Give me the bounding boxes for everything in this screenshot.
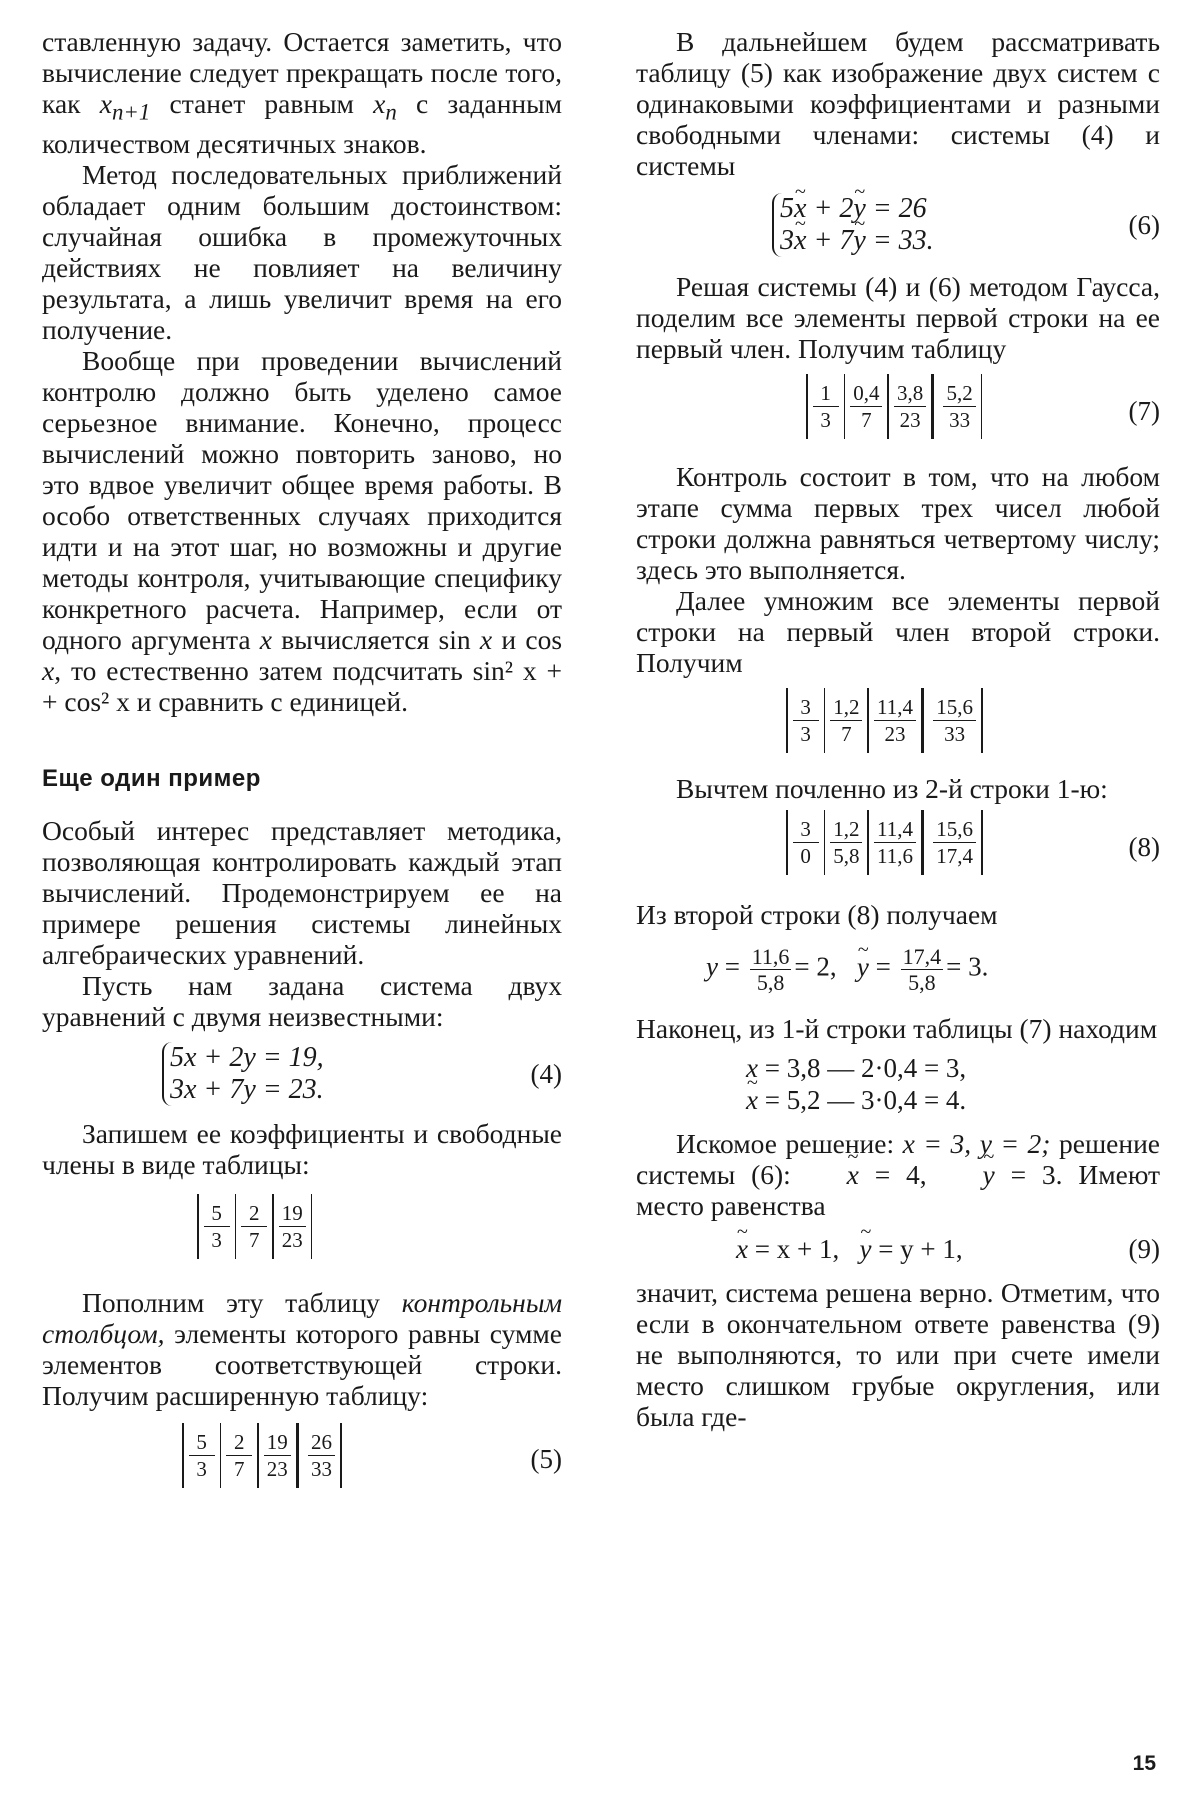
- right-column: [636, 26, 1160, 1432]
- equation-x: x = 3,8 — 2·0,4 = 3,: [746, 1053, 967, 1083]
- equation-6: [636, 193, 1160, 257]
- equation-4: [42, 1042, 562, 1106]
- equation-5-number: (5): [530, 1444, 562, 1474]
- page-number: 15: [1132, 1752, 1156, 1775]
- matrix-7: $\frac{1}{3}$ $\frac{0,4}{7}$ $\frac{3,8}{23}$ $\frac{5,2}{33}$: [806, 374, 982, 439]
- paragraph-control-check: Контроль состоит в том, что на любом этапе сумма первых трех чисел любой строки должна равняться четвертому числу; здесь это выполняется.: [636, 461, 1160, 585]
- left-column: [42, 26, 562, 1496]
- equation-4-line-2: 3x + 7y = 23.: [170, 1073, 324, 1105]
- equation-x-values: [636, 1052, 1160, 1116]
- paragraph-conclusion: значит, система решена верно. Отметим, что если в окончательном ответе равенства (9) не выполняются, то или при счете имели место слишком грубые округления, или была где-: [636, 1277, 1160, 1432]
- equation-8: [636, 810, 1160, 883]
- paragraph-method-intro: Особый интерес представляет методика, позволяющая контролировать каждый этап вычислений. Продемонстрируем ее на примере решения системы линейных алгебраических уравнений.: [42, 814, 562, 970]
- paragraph-gauss: Решая системы (4) и (6) методом Гаусса, поделим все элементы первой строки на ее первый член. Получим таблицу: [636, 271, 1160, 364]
- matrix-5: $\frac{5}{3}$ $\frac{2}{7}$ $\frac{19}{23}$ $\frac{26}{33}$: [182, 1423, 342, 1488]
- system-4: [162, 1042, 324, 1106]
- paragraph-subtract: Вычтем почленно из 2-й строки 1-ю:: [676, 773, 1108, 804]
- matrix-8: $\frac{3}{0}$ $\frac{1,2}{5,8}$ $\frac{11,4}{11,6}$ $\frac{15,6}{17,4}$: [786, 810, 983, 875]
- paragraph-multiply: Далее умножим все элементы первой строки на первый член второй строки. Получим: [636, 585, 1160, 678]
- equation-7-number: (7): [1128, 395, 1160, 426]
- equation-6-line-2: 3~ x + 7~ y = 33.: [780, 225, 934, 257]
- paragraph-iteration-method: Метод последовательных приближений обладает одним большим достоинством: случайная ошибка в промежуточных действиях не повлияет на величину результата, а лишь увеличит время на его получение.: [42, 158, 562, 345]
- table-1: [42, 1194, 562, 1267]
- equation-8-number: (8): [1128, 831, 1160, 862]
- paragraph-control: Вообще при проведении вычислений контролю должно быть уделено самое серьезное внимание. Конечно, процесс вычислений можно повторить заново, но это вдвое увеличит общее время работы. В особо ответственных случаях приходится идти и на этот шаг, но возможны и другие методы контроля, учитывающие специфику конкретного расчета. Например, если от одного аргумента x вычисляется sin x и cos x, то естественно затем подсчитать sin² x + + cos² x и сравнить с единицей.: [42, 344, 563, 717]
- equation-4-number: (4): [530, 1058, 562, 1089]
- paragraph-control-column: Пополним эту таблицу контрольным столбцом, элементы которого равны сумме элементов соответствующей строки. Получим расширенную таблицу:: [42, 1286, 563, 1411]
- equation-5: [42, 1423, 562, 1496]
- section-heading: Еще один пример: [42, 764, 261, 792]
- equation-9-number: (9): [1128, 1234, 1160, 1264]
- equation-9: ~ x = x + 1, ~ y = y + 1, (9): [636, 1233, 1160, 1265]
- system-6: [772, 193, 934, 257]
- equation-7: [636, 374, 1160, 447]
- equation-6-line-1: 5~ x + 2~ y = 26: [780, 193, 934, 225]
- paragraph-continuation: ставленную задачу. Остается заметить, что вычисление следует прекращать после того, как $x_{n+1}$ станет равным $x_n$ с заданным количеством десятичных знаков.: [42, 26, 563, 159]
- matrix-1: $\frac{5}{3}$ $\frac{2}{7}$ $\frac{19}{23}$: [197, 1194, 312, 1259]
- paragraph-two-systems: В дальнейшем будем рассматривать таблицу (5) как изображение двух систем с одинаковыми коэффициентами и разными свободными членами: системы (4) и системы: [636, 26, 1160, 181]
- equation-x-tilde: ~ x = 5,2 — 3·0,4 = 4.: [746, 1084, 1160, 1116]
- matrix-multiplied: $\frac{3}{3}$ $\frac{1,2}{7}$ $\frac{11,4}{23}$ $\frac{15,6}{33}$: [786, 688, 983, 753]
- equation-y-values: y = $\frac{11,6}{5,8}$ = 2, ~ y = $\frac{17,4}{5,8}$ = 3.: [636, 944, 1160, 995]
- paragraph-write-table: Запишем ее коэффициенты и свободные члены в виде таблицы:: [42, 1117, 562, 1180]
- paragraph-from-row: Из второй строки (8) получаем: [636, 899, 998, 930]
- paragraph-solution: Искомое решение: x = 3, y = 2; решение системы (6): ~ x = 4, ~ y = 3. Имеют место равенства: [636, 1128, 1160, 1221]
- equation-6-number: (6): [1128, 210, 1160, 240]
- fraction-y: $\frac{11,6}{5,8}$: [751, 944, 790, 995]
- fraction-y-tilde: $\frac{17,4}{5,8}$: [902, 944, 942, 995]
- paragraph-system-given: Пусть нам задана система двух уравнений с двумя неизвестными:: [42, 969, 562, 1032]
- equation-4-line-1: 5x + 2y = 19,: [170, 1041, 324, 1073]
- paragraph-finally: Наконец, из 1-й строки таблицы (7) находим: [636, 1013, 1158, 1044]
- table-multiplied: [636, 688, 1160, 761]
